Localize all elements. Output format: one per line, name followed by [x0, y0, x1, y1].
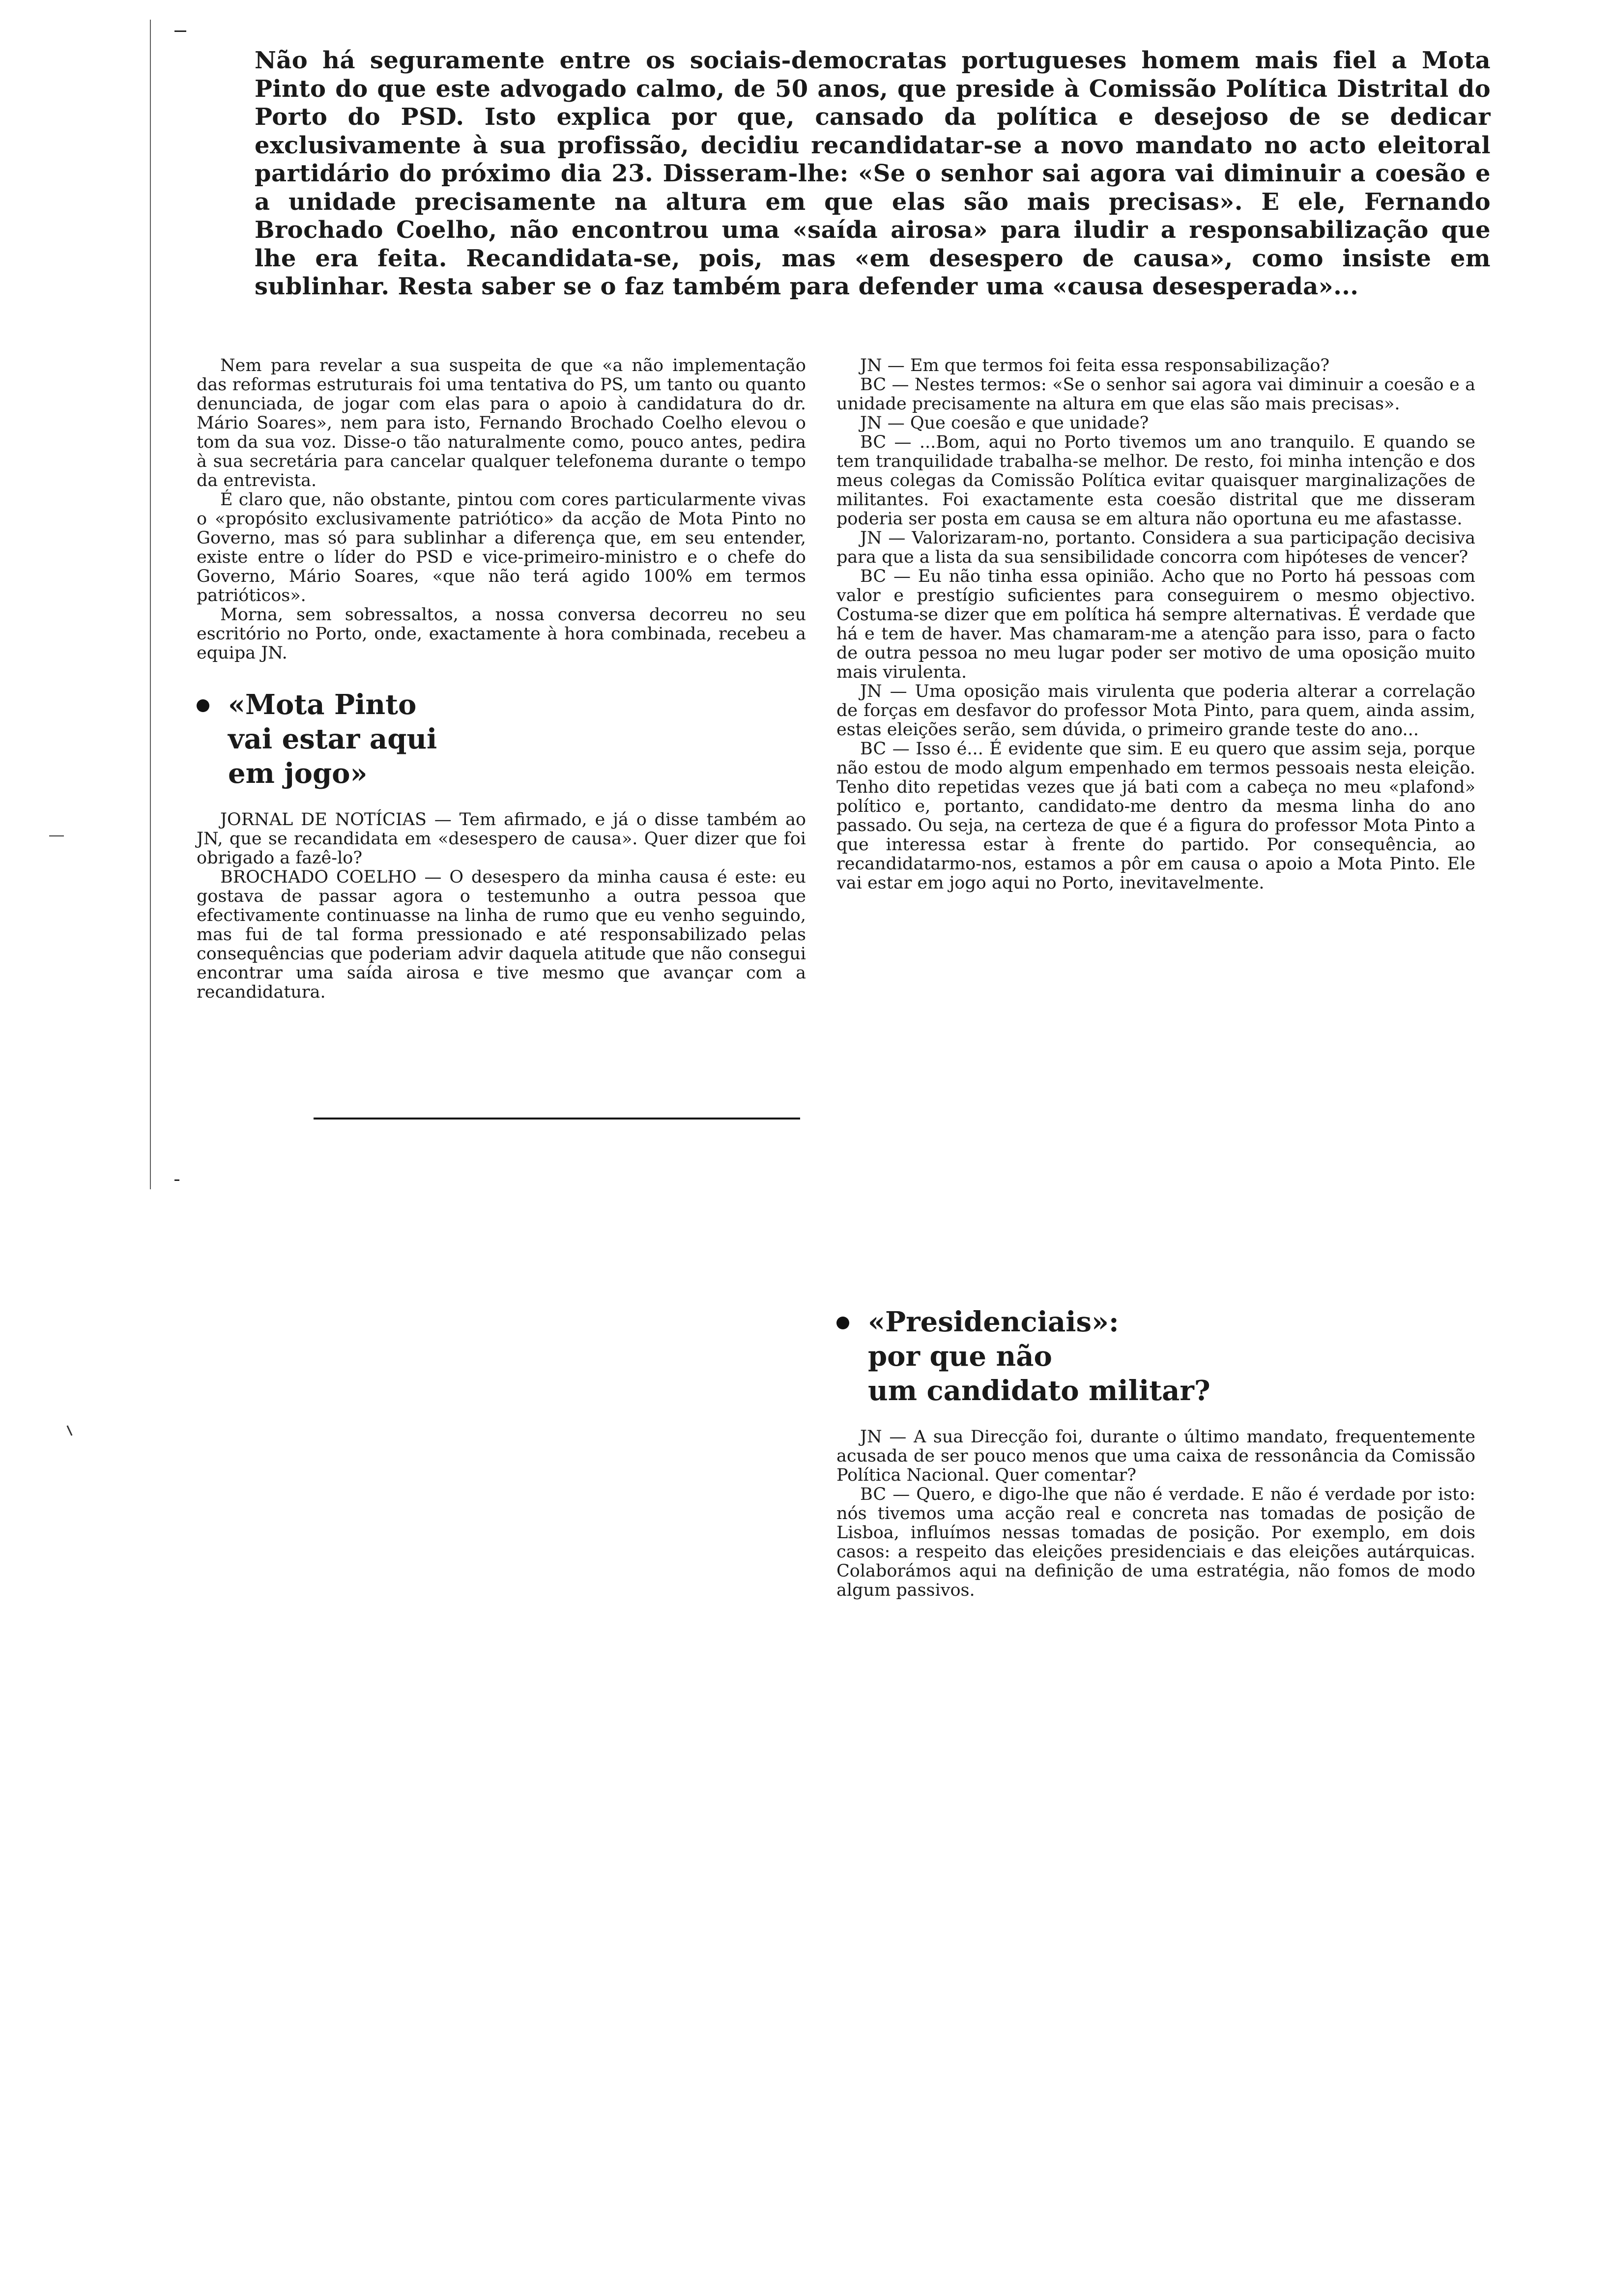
article-paragraph: Nem para revelar a sua suspeita de que «a não implementação das reformas estruturais foi uma tentativa do PS, um tanto ou quanto denunciada, de jogar com elas para o apoio à candidatura do dr. Mário Soares», nem para isto, Fernando Brochado Coelho elevou o tom da sua voz. Disse-o tão naturalmente como, pouco antes, pedira à sua secretária para cancelar qualquer telefonema durante o tempo da entrevista. [197, 356, 806, 490]
article-paragraph: É claro que, não obstante, pintou com cores particularmente vivas o «propósito exclusivamente patriótico» da acção de Mota Pinto no Governo, mas só para sublinhar a diferença que, em seu entender, existe entre o líder do PSD e vice-primeiro-ministro e o chefe do Governo, Mário Soares, «que não terá agido 100% em termos patrióticos». [197, 490, 806, 605]
interview-answer: BC — Nestes termos: «Se o senhor sai agora vai diminuir a coesão e a unidade precisamente na altura em que elas são mais precisas». [836, 375, 1475, 414]
scan-mark [174, 30, 186, 32]
lead-text: Não há seguramente entre os sociais-democratas portugueses homem mais fiel a Mota Pinto do que este advogado calmo, de 50 anos, que preside à Comissão Política Distrital do Porto do PSD. Isto explica por que, cansado da política e desejoso de se dedicar exclusivamente à sua profissão, decidiu recandidatar-se a novo mandato no acto eleitoral partidário do próximo dia 23. Disseram-lhe: «Se o senhor sai agora vai diminuir a coesão e a unidade precisamente na altura em que elas são mais precisas». E ele, Fernando Brochado Coelho, não encontrou uma «saída airosa» para iludir a responsabilização que lhe era feita. Recandidata-se, pois, mas «em desespero de causa», como insiste em sublinhar. Resta saber se o faz também para defender uma «causa desesperada»... [255, 47, 1491, 300]
interview-question: JN — A sua Direcção foi, durante o último mandato, frequentemente acusada de ser pouco menos que uma caixa de ressonância da Comissão Política Nacional. Quer comentar? [836, 1427, 1475, 1485]
interview-question: JN — Em que termos foi feita essa responsabilização? [860, 356, 1330, 375]
subheading-line: «Presidenciais»: [868, 1306, 1119, 1338]
margin-rule [150, 20, 151, 1189]
interview-question: JN — Valorizaram-no, portanto. Considera a sua participação decisiva para que a lista da sua sensibilidade concorra com hipóteses de vencer? [836, 528, 1475, 567]
right-column-lower [836, 1305, 1475, 1600]
scan-speck [49, 835, 64, 836]
article-paragraph: Morna, sem sobressaltos, a nossa conversa decorreu no seu escritório no Porto, onde, exactamente à hora combinada, recebeu a equipa JN. [197, 605, 806, 663]
interview-answer: BC — Eu não tinha essa opinião. Acho que no Porto há pessoas com valor e prestígio suficientes para conseguirem o mesmo objectivo. Costuma-se dizer que em política há sempre alternativas. É verdade que há e tem de haver. Mas chamaram-me a atenção para isso, para o facto de outra pessoa no meu lugar poder ser motivo de uma oposição muito mais virulenta. [836, 567, 1475, 682]
interview-answer: BC — Isso é... É evidente que sim. E eu quero que assim seja, porque não estou de modo algum empenhado em termos pessoais nesta eleição. Tenho dito repetidas vezes que já bati com a cabeça no meu «plafond» político e, portanto, candidato-me dentro da mesma linha do ano passado. Ou seja, na certeza de que é a figura do professor Mota Pinto a que interessa estar à frente do partido. Por consequência, ao recandidatarmo-nos, estamos a pôr em causa o apoio a Mota Pinto. Ele vai estar em jogo aqui no Porto, inevitavelmente. [836, 739, 1475, 893]
interview-question: JN — Que coesão e que unidade? [860, 413, 1149, 433]
subheading-line: um candidato militar? [868, 1375, 1210, 1407]
subheading-line: vai estar aqui [228, 723, 437, 755]
scan-mark [174, 1179, 179, 1181]
subheading-presidenciais [836, 1305, 1475, 1408]
interview-answer: BROCHADO COELHO — O desespero da minha causa é este: eu gostava de passar agora o testemunho a outra pessoa que efectivamente continuasse na linha de rumo que eu venho seguindo, mas fui de tal forma pressionado e até responsabilizado pelas consequências que poderiam advir daquela atitude que não consegui encontrar uma saída airosa e tive mesmo que avançar com a recandidatura. [197, 867, 806, 1002]
subheading-line: «Mota Pinto [228, 689, 417, 721]
subheading-line: em jogo» [228, 757, 368, 790]
interview-answer: BC — Quero, e digo-lhe que não é verdade. E não é verdade por isto: nós tivemos uma acção real e concreta nas tomadas de posição de Lisboa, influímos nessas tomadas de posição. Por exemplo, em dois casos: a respeito das eleições presidenciais e das eleições autárquicas. Colaborámos aqui na definição de uma estratégia, não fomos de modo algum passivos. [836, 1485, 1475, 1600]
right-column [836, 356, 1475, 893]
interview-question: JN — Uma oposição mais virulenta que poderia alterar a correlação de forças em desfavor do professor Mota Pinto, para quem, ainda assim, estas eleições serão, sem dúvida, o primeiro grande teste do ano... [836, 682, 1475, 740]
interview-question: JORNAL DE NOTÍCIAS — Tem afirmado, e já o disse também ao JN, que se recandidata em «desespero de causa». Quer dizer que foi obrigado a fazê-lo? [197, 810, 806, 868]
lead-paragraph [255, 47, 1491, 301]
left-column [197, 356, 806, 1002]
bullet-icon [836, 1317, 849, 1329]
column-end-rule [314, 1118, 800, 1119]
subheading-mota-pinto [197, 688, 806, 791]
scan-speck [66, 1425, 72, 1435]
subheading-line: por que não [868, 1340, 1052, 1373]
interview-answer: BC — ...Bom, aqui no Porto tivemos um ano tranquilo. E quando se tem tranquilidade trabalha-se melhor. De resto, foi minha intenção e dos meus colegas da Comissão Política evitar quaisquer marginalizações de militantes. Foi exactamente esta coesão distrital que me disseram poderia ser posta em causa se em altura não oportuna eu me afastasse. [836, 432, 1475, 529]
bullet-icon [197, 699, 209, 712]
